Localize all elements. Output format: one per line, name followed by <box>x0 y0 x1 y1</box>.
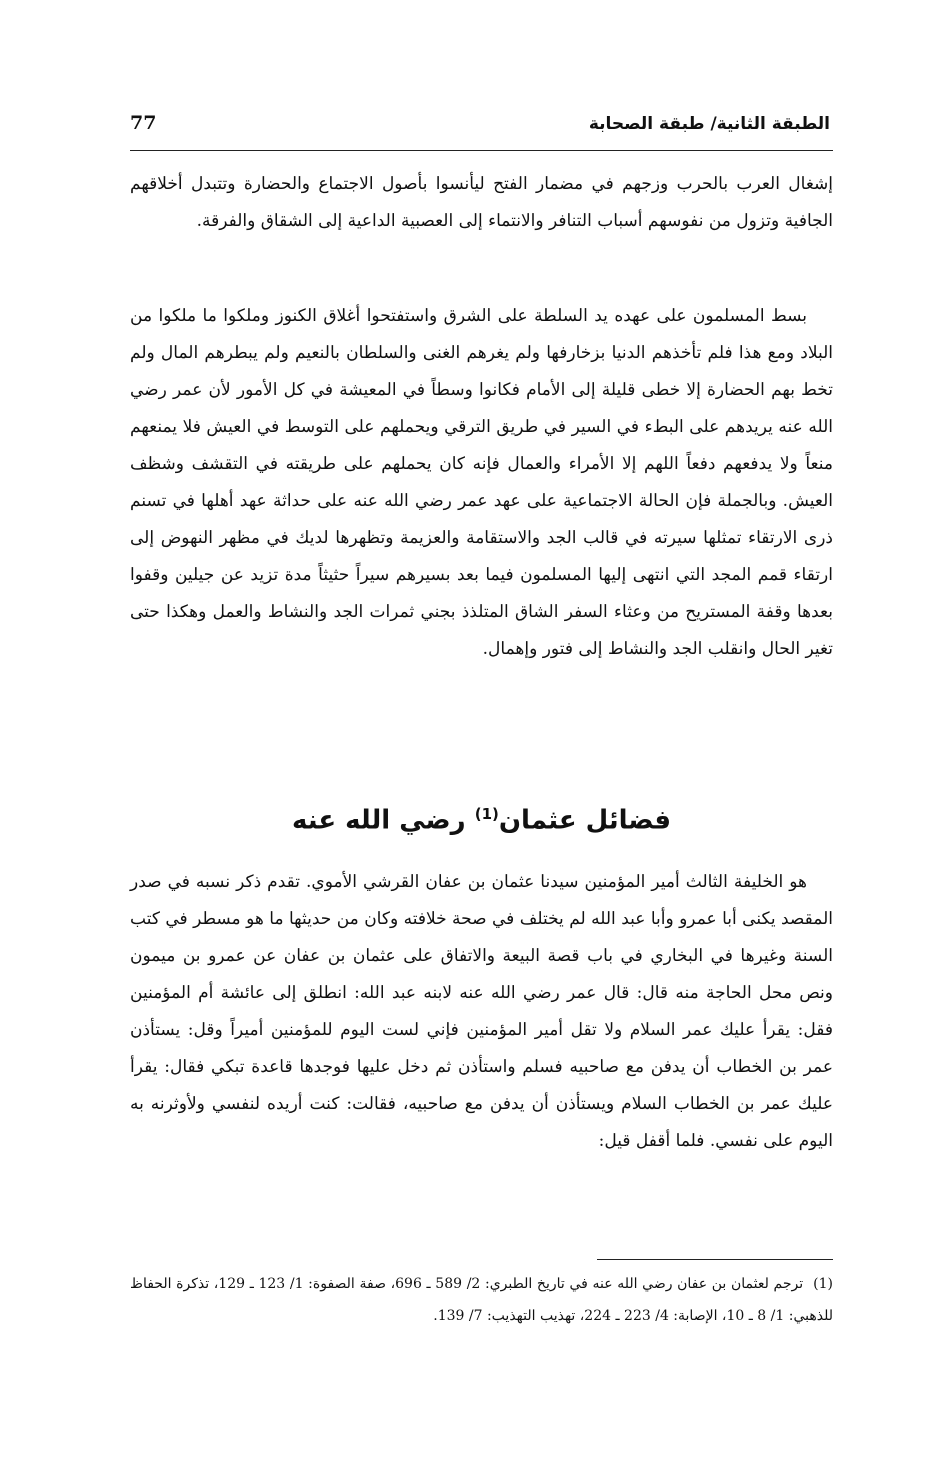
body-paragraph-3: هو الخليفة الثالث أمير المؤمنين سيدنا عثمان بن عفان القرشي الأموي. تقدم ذكر نسبه في صدر المقصد يكنى أبا عمرو وأبا عبد الله لم يختلف في صحة خلافته وكان من حديثها ما هو مسطر في كتب السنة وغيرها في البخاري في باب قصة البيعة والاتفاق على عثمان بن عفان عن عمرو بن ميمون ونص محل الحاجة منه قال: قال عمر رضي الله عنه لابنه عبد الله: انطلق إلى عائشة أم المؤمنين فقل: يقرأ عليك عمر السلام ولا تقل أمير المؤمنين فإني لست اليوم للمؤمنين أميراً وقل: يستأذن عمر بن الخطاب أن يدفن مع صاحبيه فسلم واستأذن ثم دخل عليها فوجدها قاعدة تبكي فقال: يقرأ عليك عمر بن الخطاب السلام ويستأذن أن يدفن مع صاحبيه، فقالت: كنت أريده لنفسي ولأوثرنه به اليوم على نفسي. فلما أقفل قيل: <box>130 872 833 1151</box>
footnote-divider <box>597 1259 833 1260</box>
body-paragraph-2: بسط المسلمون على عهده يد السلطة على الشرق واستفتحوا أغلاق الكنوز وملكوا ما ملكوا من البلاد ومع هذا فلم تأخذهم الدنيا بزخارفها ولم يغرهم الغنى والسلطان بالنعيم ولم يبطرهم المال ولم تخط بهم الحضارة إلا خطى قليلة إلى الأمام فكانوا وسطاً في المعيشة في كل الأمور لأن عمر رضي الله عنه يريدهم على البطء في السير في طريق الترقي ويحملهم على التوسط في العيش فلا يمنعهم منعاً ولا يدفعهم دفعاً اللهم إلا الأمراء والعمال فإنه كان يحملهم على طريقته في التقشف وشظف العيش. وبالجملة فإن الحالة الاجتماعية على عهد عمر رضي الله عنه على حداثة عهد أهلها في تسنم ذرى الارتقاء تمثلها سيرته في قالب الجد والاستقامة والعزيمة وتظهرها لديك في مظهر النهوض إلى ارتقاء قمم المجد التي انتهى إليها المسلمون فيما بعد بسيرهم سيراً حثيثاً مدة تزيد عن جيلين وقفوا بعدها وقفة المستريح من وعثاء السفر الشاق المتلذذ بجني ثمرات الجد والنشاط والعمل وهكذا حتى تغير الحال وانقلب الجد والنشاط إلى فتور وإهمال. <box>130 306 833 659</box>
body-paragraph-1: إشغال العرب بالحرب وزجهم في مضمار الفتح ليأنسوا بأصول الاجتماع والحضارة وتتبدل أخلاقهم الجافية وتزول من نفوسهم أسباب التنافر والانتماء إلى العصبية الداعية إلى الشقاق والفرقة. <box>130 174 833 231</box>
section-heading <box>130 805 833 836</box>
footnote-text: ترجم لعثمان بن عفان رضي الله عنه في تاريخ الطبري: 2/ 589 ـ 696، صفة الصفوة: 1/ 123 ـ 129، تذكرة الحفاظ للذهبي: 1/ 8 ـ 10، الإصابة: 4/ 223 ـ 224، تهذيب التهذيب: 7/ 139. <box>130 1276 833 1324</box>
footnote-marker: (1) <box>813 1276 833 1292</box>
footnote <box>130 1268 833 1332</box>
running-header <box>130 110 830 144</box>
page-number: 77 <box>130 112 157 134</box>
footnote-reference[interactable]: (1) <box>474 805 499 823</box>
section-heading-suffix: رضي الله عنه <box>291 805 475 836</box>
header-title: الطبقة الثانية/ طبقة الصحابة <box>588 114 830 134</box>
header-divider <box>130 150 833 151</box>
section-heading-text: فضائل عثمان <box>498 805 672 836</box>
